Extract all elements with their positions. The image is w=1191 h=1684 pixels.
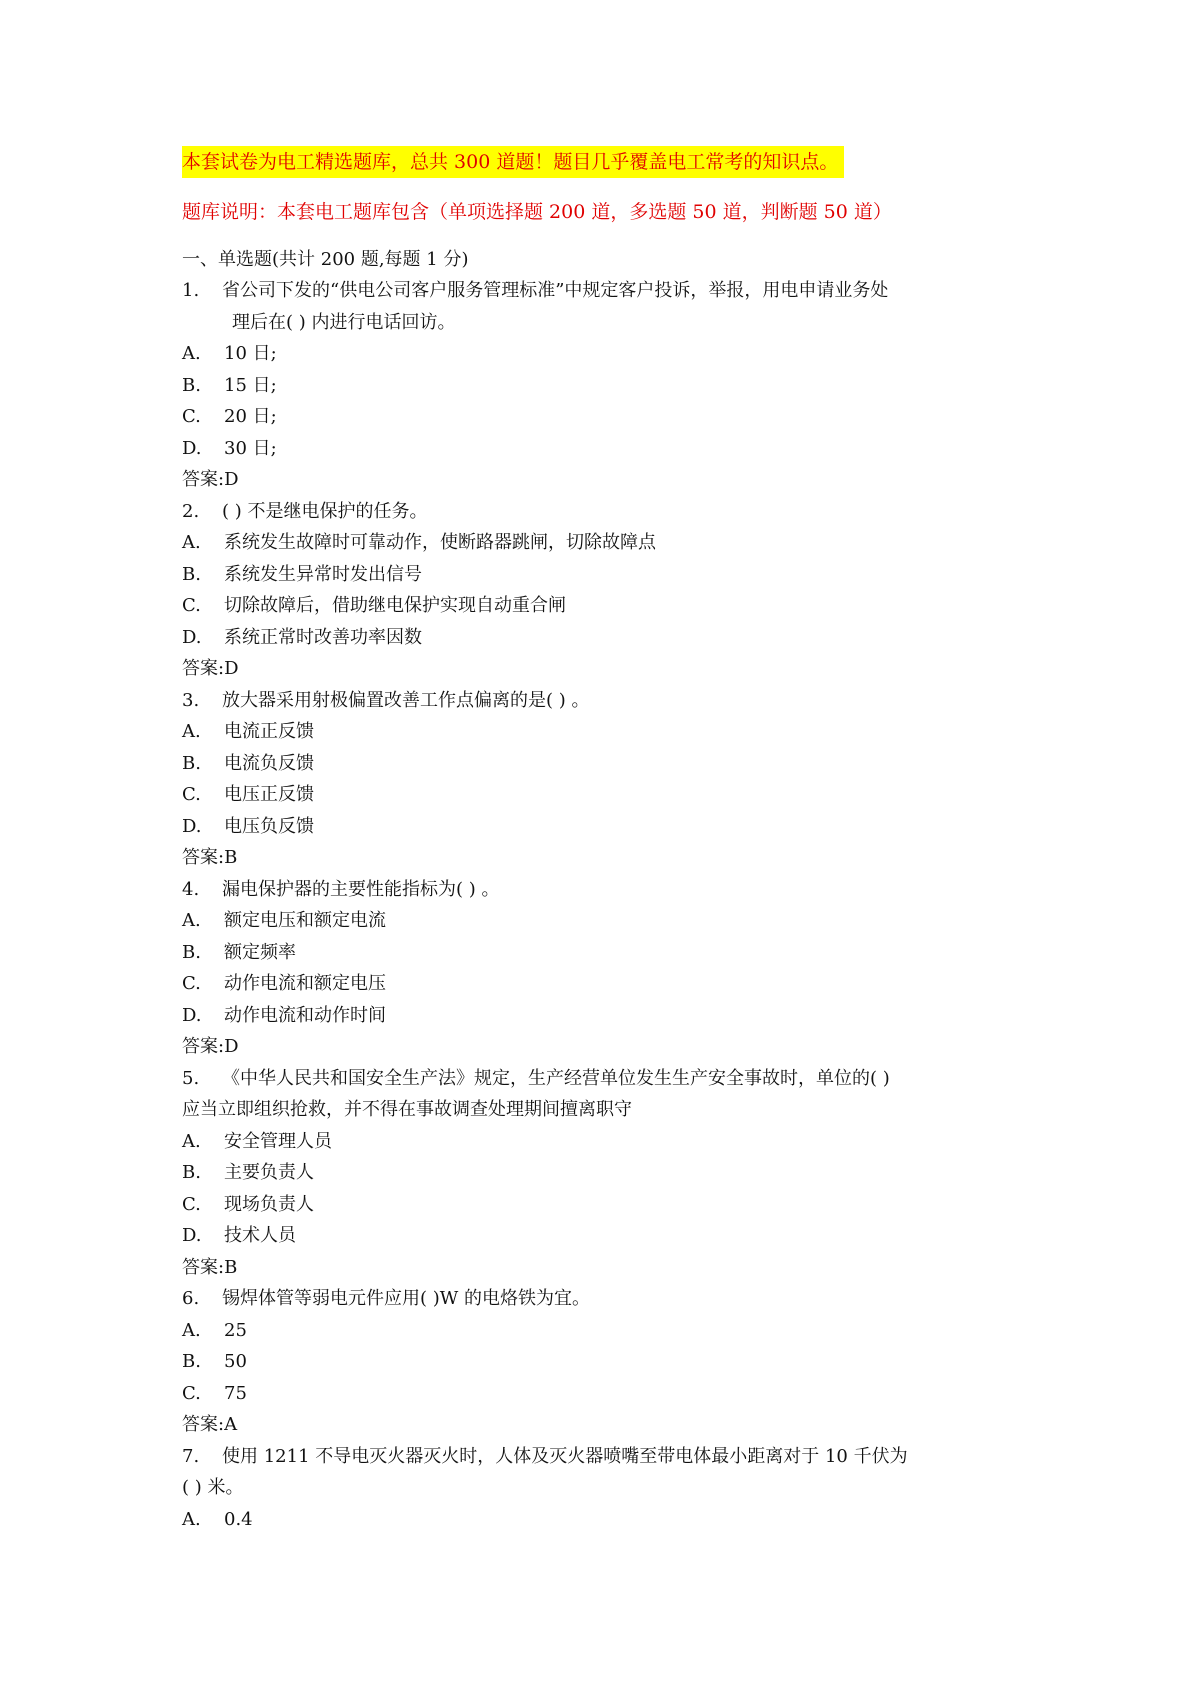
- option-b: [182, 1346, 1032, 1378]
- option-c: [182, 1189, 1032, 1221]
- question-text-continued: 应当立即组织抢救，并不得在事故调查处理期间擅离职守: [182, 1099, 632, 1120]
- option-letter: A.: [182, 1508, 201, 1530]
- question-number: 3.: [182, 689, 200, 711]
- option-d: [182, 433, 1032, 465]
- option-b: [182, 937, 1032, 969]
- option-letter: C.: [182, 406, 201, 427]
- option-c: [182, 779, 1032, 811]
- option-d: [182, 1220, 1032, 1252]
- option-letter: B.: [182, 1351, 201, 1372]
- question-number: 4.: [182, 878, 200, 900]
- option-letter: B.: [182, 374, 201, 396]
- question-stem: [182, 874, 1032, 906]
- option-letter: D.: [182, 626, 202, 648]
- option-letter: C.: [182, 595, 201, 616]
- question-text-continued: ( ) 米。: [182, 1477, 244, 1498]
- option-text: 50: [224, 1351, 247, 1372]
- option-letter: D.: [182, 815, 202, 837]
- question-text: 《中华人民共和国安全生产法》规定，生产经营单位发生生产安全事故时，单位的( ): [222, 1067, 890, 1089]
- option-letter: A.: [182, 532, 201, 553]
- option-text: 技术人员: [224, 1225, 296, 1246]
- option-d: [182, 1000, 1032, 1032]
- question-stem: [182, 1283, 1032, 1315]
- option-letter: A.: [182, 1319, 201, 1341]
- option-letter: D.: [182, 1004, 202, 1026]
- question-6: [182, 1283, 1032, 1441]
- answer-line: 答案:B: [182, 1256, 238, 1278]
- document-page: [182, 146, 1032, 1535]
- option-letter: D.: [182, 1225, 202, 1246]
- option-letter: B.: [182, 752, 201, 774]
- option-text: 电压正反馈: [224, 784, 314, 805]
- option-text: 75: [224, 1382, 247, 1404]
- option-b: [182, 559, 1032, 591]
- question-number: 2.: [182, 500, 200, 522]
- option-a: [182, 338, 1032, 370]
- option-c: [182, 590, 1032, 622]
- option-a: [182, 905, 1032, 937]
- question-text: 漏电保护器的主要性能指标为( ) 。: [222, 878, 500, 900]
- question-number: 6.: [182, 1288, 200, 1309]
- question-number: 5.: [182, 1067, 200, 1089]
- option-b: [182, 1157, 1032, 1189]
- option-letter: C.: [182, 1382, 201, 1404]
- question-2: [182, 496, 1032, 685]
- option-text: 系统发生故障时可靠动作，使断路器跳闸，切除故障点: [224, 532, 656, 553]
- option-a: [182, 1126, 1032, 1158]
- option-text: 电压负反馈: [224, 815, 314, 837]
- option-a: [182, 1504, 1032, 1536]
- option-text: 安全管理人员: [224, 1130, 332, 1152]
- option-text: 系统正常时改善功率因数: [224, 626, 422, 648]
- question-text: 省公司下发的“供电公司客户服务管理标准”中规定客户投诉，举报，用电申请业务处: [222, 280, 889, 301]
- option-b: [182, 748, 1032, 780]
- question-stem: [182, 685, 1032, 717]
- question-4: [182, 874, 1032, 1063]
- option-letter: C.: [182, 1193, 201, 1215]
- question-text: 锡焊体管等弱电元件应用( )W 的电烙铁为宜。: [222, 1288, 590, 1309]
- option-letter: B.: [182, 941, 201, 963]
- question-number: 1.: [182, 280, 200, 301]
- option-text: 额定电压和额定电流: [224, 910, 386, 931]
- option-text: 电流负反馈: [224, 752, 314, 774]
- option-d: [182, 811, 1032, 843]
- option-text: 30 日;: [224, 437, 277, 459]
- question-5: [182, 1063, 1032, 1284]
- option-letter: A.: [182, 721, 201, 742]
- option-text: 15 日;: [224, 374, 277, 396]
- question-7: [182, 1441, 1032, 1536]
- question-text-continued: 理后在( ) 内进行电话回访。: [232, 311, 456, 333]
- option-a: [182, 527, 1032, 559]
- question-text: ( ) 不是继电保护的任务。: [222, 500, 428, 522]
- option-c: [182, 1378, 1032, 1410]
- option-text: 动作电流和动作时间: [224, 1004, 386, 1026]
- option-d: [182, 622, 1032, 654]
- option-text: 切除故障后，借助继电保护实现自动重合闸: [224, 595, 566, 616]
- answer-line: 答案:A: [182, 1414, 238, 1435]
- option-text: 额定频率: [224, 941, 296, 963]
- question-list: [182, 275, 1032, 1535]
- answer-line: 答案:D: [182, 1036, 239, 1057]
- answer-line: 答案:B: [182, 847, 238, 868]
- option-letter: B.: [182, 1162, 201, 1183]
- question-text: 放大器采用射极偏置改善工作点偏离的是( ) 。: [222, 689, 590, 711]
- answer-line: 答案:D: [182, 469, 239, 490]
- option-a: [182, 716, 1032, 748]
- question-stem: [182, 1063, 1032, 1126]
- highlighted-headline: 本套试卷为电工精选题库，总共 300 道题！题目几乎覆盖电工常考的知识点。: [182, 146, 844, 178]
- option-text: 现场负责人: [224, 1193, 314, 1215]
- question-text: 使用 1211 不导电灭火器灭火时，人体及灭火器喷嘴至带电体最小距离对于 10 千伏为: [222, 1445, 908, 1467]
- option-text: 动作电流和额定电压: [224, 973, 386, 994]
- option-letter: C.: [182, 784, 201, 805]
- question-3: [182, 685, 1032, 874]
- question-1: [182, 275, 1032, 496]
- question-stem: [182, 496, 1032, 528]
- question-stem: [182, 275, 1032, 338]
- bank-description: 题库说明：本套电工题库包含（单项选择题 200 道，多选题 50 道，判断题 50 道）: [182, 201, 892, 223]
- answer-line: 答案:D: [182, 658, 239, 679]
- option-letter: A.: [182, 1130, 201, 1152]
- option-letter: B.: [182, 563, 201, 585]
- option-letter: C.: [182, 973, 201, 994]
- option-c: [182, 968, 1032, 1000]
- option-text: 电流正反馈: [224, 721, 314, 742]
- option-c: [182, 401, 1032, 433]
- section-title: 一、单选题(共计 200 题,每题 1 分): [182, 249, 469, 270]
- option-text: 25: [224, 1319, 247, 1341]
- option-letter: A.: [182, 343, 201, 364]
- option-letter: A.: [182, 910, 201, 931]
- option-b: [182, 370, 1032, 402]
- option-a: [182, 1315, 1032, 1347]
- header: [182, 146, 1032, 178]
- option-text: 主要负责人: [224, 1162, 314, 1183]
- question-stem: [182, 1441, 1032, 1504]
- question-number: 7.: [182, 1445, 200, 1467]
- option-text: 系统发生异常时发出信号: [224, 563, 422, 585]
- option-text: 0.4: [224, 1508, 253, 1530]
- option-text: 20 日;: [224, 406, 277, 427]
- option-text: 10 日;: [224, 343, 277, 364]
- option-letter: D.: [182, 437, 202, 459]
